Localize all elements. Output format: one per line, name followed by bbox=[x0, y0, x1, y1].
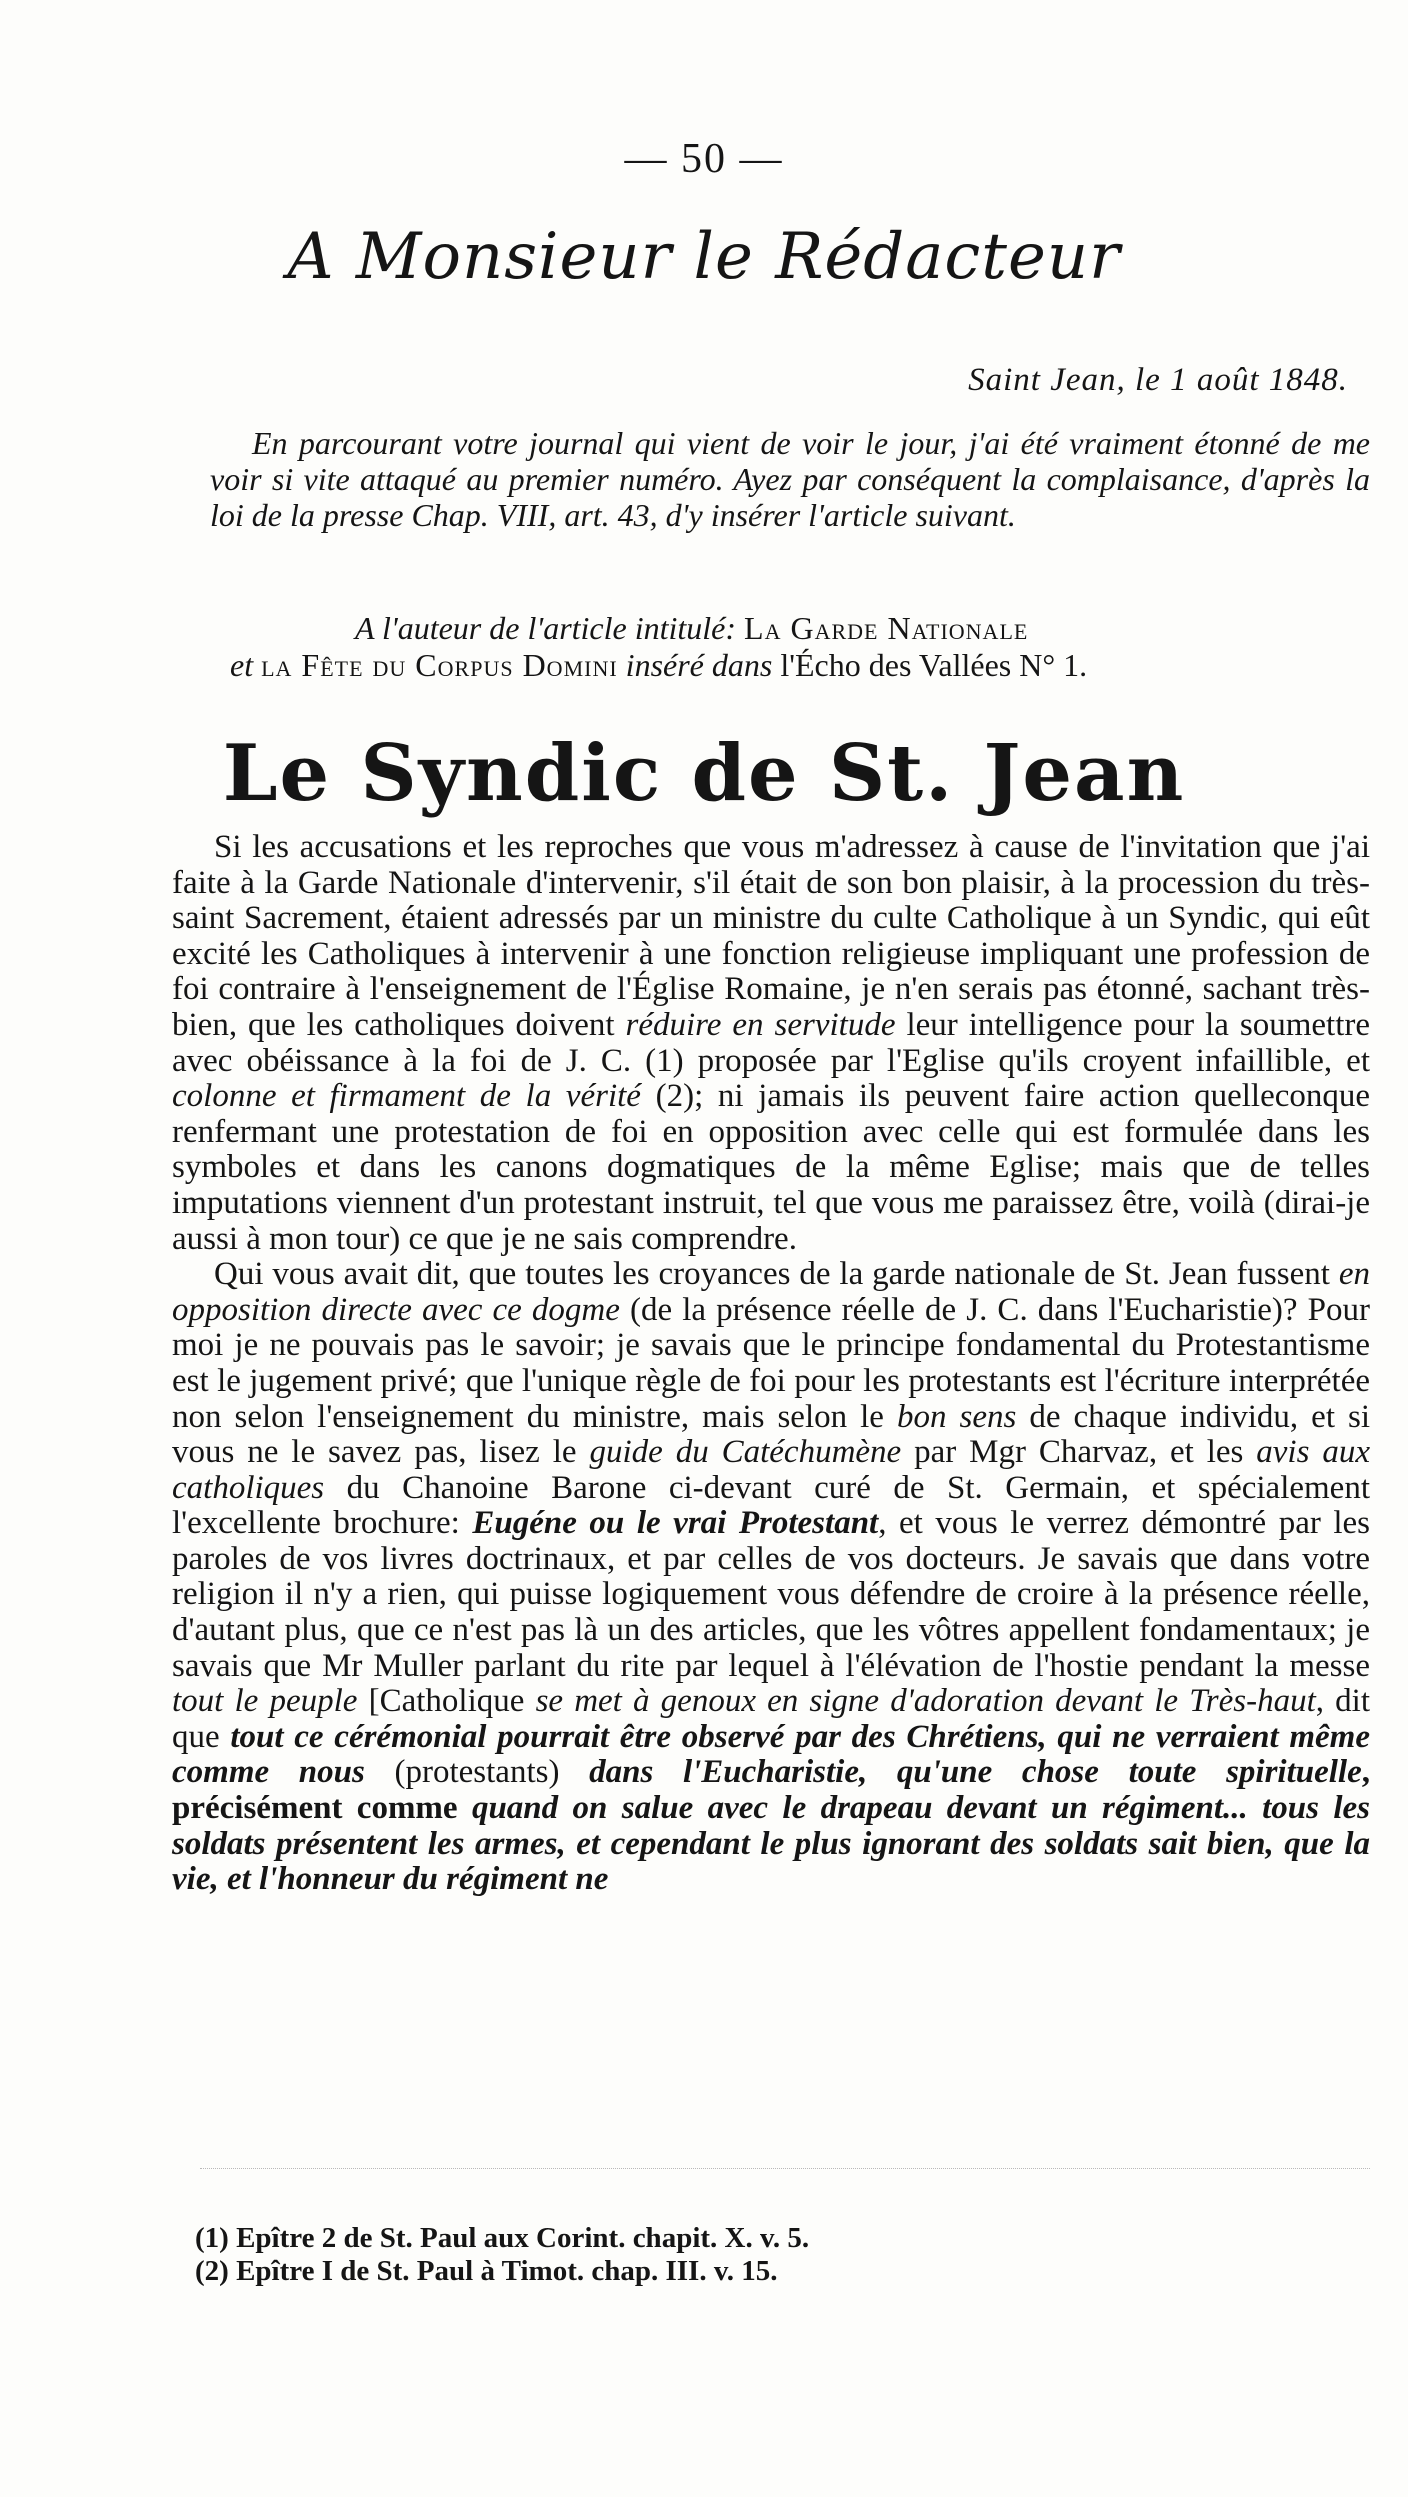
text-run: (2); ni jamais ils peuvent faire action quelleconque renfermant une protestation de foi en opposition avec celle qui est formulée dans les symboles et dans les canons dogmatiques de la même Eglise; mais que de telles imputations viennent d'un protestant instruit, tel que vous me paraissez être, voilà (dirai-je aussi à mon tour) ce que je ne sais comprendre. bbox=[172, 1078, 1371, 1257]
footnote-1: (1) Epître 2 de St. Paul aux Corint. chapit. X. v. 5. bbox=[195, 2222, 810, 2254]
letter-heading: A Monsieur le Rédacteur bbox=[287, 220, 1121, 294]
text-run: par Mgr Charvaz, et les bbox=[914, 1434, 1244, 1471]
italic-run: se met à genoux en signe d'adoration devant le Très-haut bbox=[535, 1683, 1316, 1720]
text-run: du Chanoine Barone ci-devant curé de St. Germain, et spécialement l'excellente brochure: bbox=[172, 1469, 1370, 1542]
text-run: leur intelligence pour la soumettre avec obéissance à la foi de J. C. (1) proposée par l'Eglise qu'ils croyent infaillible, et bbox=[172, 1006, 1370, 1079]
footnote-2: (2) Epître I de St. Paul à Timot. chap. III. v. 15. bbox=[195, 2255, 778, 2287]
footnote-separator bbox=[200, 2168, 1370, 2169]
addressee-conjunction: et bbox=[230, 647, 254, 683]
addressee-inserted: inséré bbox=[625, 647, 704, 683]
italic-run: colonne et firmament de la vérité bbox=[172, 1078, 641, 1115]
text-run: , dit que bbox=[172, 1683, 1370, 1755]
author-heading: Le Syndic de St. Jean bbox=[222, 728, 1186, 819]
text-run: , et vous le verrez démontré par les paroles de vos livres doctrinaux, et par celles de vos docteurs. Je savais que dans votre religion il n'y a rien, qui puisse logiquement vous défendre de croire à la présence réelle, d'autant plus, que ce n'est pas là un des articles, que les vôtres appellent fondamentaux; je savais que Mr Muller parlant du rite par lequel à l'élévation de l'hostie pendant la messe bbox=[172, 1505, 1371, 1684]
letter-introduction: En parcourant votre journal qui vient de voir le jour, j'ai été vraiment étonné de me voir si vite attaqué au premier numéro. Ayez par conséquent la complaisance, d'après la loi de la presse Chap. VIII, art. 43, d'y insérer l'article suivant. bbox=[210, 425, 1370, 533]
footnotes bbox=[195, 2222, 809, 2288]
text-run: (protestants) bbox=[394, 1754, 560, 1791]
text-run: [Catholique bbox=[368, 1683, 525, 1720]
page-number: — 50 — bbox=[624, 136, 784, 182]
italic-run: Eugéne ou le vrai Protestant bbox=[472, 1505, 879, 1542]
article-body bbox=[172, 830, 1370, 1898]
italic-run: tout ce cérémonial pourrait être observé par des Chrétiens, qui ne verraient même comme nous bbox=[172, 1718, 1370, 1791]
article-title-part-2: la Fête du Corpus Domini bbox=[261, 647, 618, 683]
italic-run: tout le peuple bbox=[172, 1683, 358, 1720]
body-paragraph-1 bbox=[172, 830, 1370, 1257]
text-run: , précisément comme bbox=[172, 1754, 1370, 1827]
addressee-block bbox=[230, 610, 1340, 684]
addressee-prefix: A l'auteur de l'article intitulé: bbox=[355, 610, 737, 646]
italic-run: bon sens bbox=[896, 1398, 1017, 1435]
text-run: Qui vous avait dit, que toutes les croyances de la garde nationale de St. Jean fussent bbox=[214, 1256, 1330, 1293]
journal-reference: l'Écho des Vallées N° 1. bbox=[780, 647, 1088, 683]
italic-run: guide du Catéchumène bbox=[589, 1434, 902, 1471]
italic-run: en opposition directe avec ce dogme bbox=[172, 1256, 1370, 1328]
text-run: Si les accusations et les reproches que vous m'adressez à cause de l'invitation que j'ai faite à la Garde Nationale d'intervenir, s'il était de son bon plaisir, à la procession du très-saint Sacrement, étaient adressés par un ministre du culte Catholique à un Syndic, qui eût excité les Catholiques à intervenir à une fonction religieuse impliquant une profession de foi contraire à l'enseignement de l'Église Romaine, je n'en serais pas étonné, sachant très-bien, que les catholiques doivent bbox=[172, 829, 1370, 1043]
text-run: (de la présence réelle de J. C. dans l'Eucharistie)? Pour moi je ne pouvais pas le savoir; je savais que le principe fondamental du Protestantisme est le jugement privé; que l'unique règle de foi pour les protestants est l'écriture interprétée non selon l'enseignement du ministre, mais selon le bbox=[172, 1291, 1371, 1435]
italic-run: avis aux catholiques bbox=[172, 1434, 1370, 1506]
article-title-part-1: La Garde Nationale bbox=[744, 610, 1029, 646]
dateline: Saint Jean, le 1 août 1848. bbox=[968, 362, 1348, 398]
italic-run: réduire en servitude bbox=[625, 1006, 896, 1043]
italic-run: quand on salue avec le drapeau devant un régiment... tous les soldats présentent les armes, et cependant le plus ignorant des soldats sait bien, que la vie, et l'honneur du régiment ne bbox=[172, 1790, 1371, 1898]
text-run: de chaque individu, et si vous ne le savez pas, lisez le bbox=[172, 1398, 1371, 1471]
italic-run: dans l'Eucharistie, qu'une chose toute spirituelle bbox=[589, 1754, 1362, 1791]
addressee-in: dans bbox=[711, 647, 773, 683]
body-paragraph-2 bbox=[172, 1257, 1370, 1898]
